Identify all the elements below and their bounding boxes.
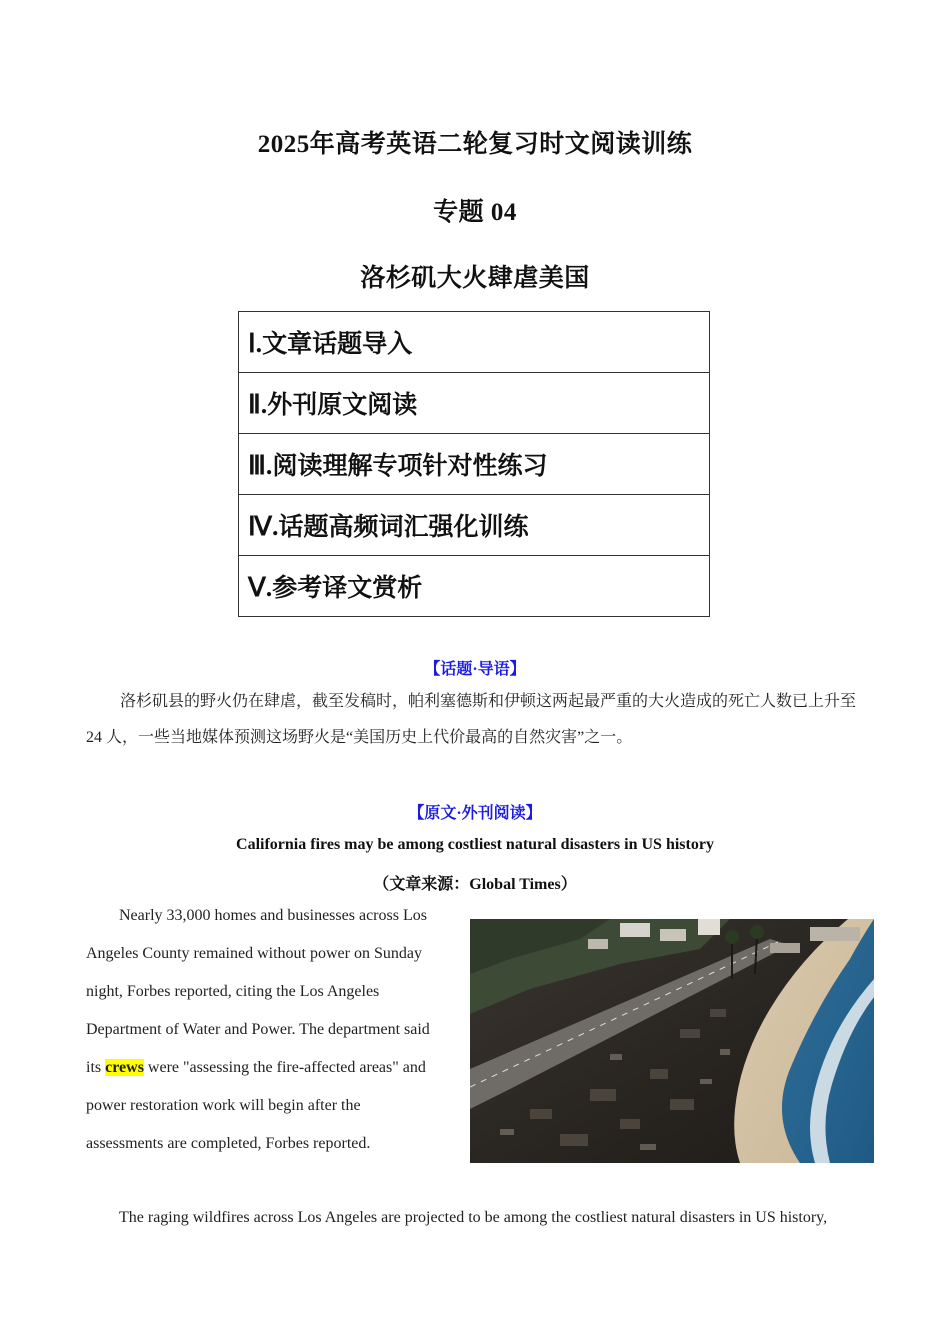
toc-row [239,434,710,495]
toc-row [239,556,710,617]
article-source: （文章来源：Global Times） [373,876,577,893]
toc-number: Ⅰ. [248,329,263,358]
article-section-label: 【原文·外刊阅读】 [408,805,542,822]
toc-label: 阅读理解专项针对性练习 [272,453,548,480]
toc-number: Ⅴ. [248,573,273,602]
toc-row [239,495,710,556]
article-paragraph-1 [86,897,432,1163]
intro-paragraph: 洛杉矶县的野火仍在肆虐，截至发稿时，帕利塞德斯和伊顿这两起最严重的大火造成的死亡人数已上升至 24 人，一些当地媒体预测这场野火是“美国历史上代价最高的自然灾害”之一。 [86,693,857,746]
table-of-contents [238,311,710,617]
document-title: 2025年高考英语二轮复习时文阅读训练 [257,131,693,158]
topic-number: 专题 04 [433,199,517,226]
toc-label: 文章话题导入 [262,331,413,358]
toc-number: Ⅲ. [248,451,273,480]
toc-label: 外刊原文阅读 [267,392,418,419]
article-paragraph-2: The raging wildfires across Los Angeles are projected to be among the costliest natural disasters in US history, [119,1209,828,1226]
toc-label: 参考译文赏析 [272,575,423,602]
toc-number: Ⅱ. [248,390,268,419]
paragraph-text: were "assessing the fire-affected areas" and power restoration work will begin after the assessments are completed, Forbes reported. [86,1059,426,1152]
toc-number: Ⅳ. [248,512,279,541]
intro-section-label: 【话题·导语】 [424,661,526,678]
toc-cell [239,495,710,556]
toc-cell [239,373,710,434]
toc-cell [239,312,710,373]
article-title: California fires may be among costliest natural disasters in US history [236,836,714,853]
photo-illustration [470,919,874,1163]
topic-title: 洛杉矶大火肆虐美国 [360,265,590,292]
toc-label: 话题高频词汇强化训练 [278,514,529,541]
toc-cell [239,434,710,495]
wildfire-aerial-photo [470,919,874,1163]
toc-cell [239,556,710,617]
toc-row [239,373,710,434]
highlighted-vocab-word: crews [105,1059,144,1076]
toc-row [239,312,710,373]
paragraph-text: Nearly 33,000 homes and businesses across Los Angeles County remained without power on Sunday night, Forbes reported, citing the Los Angeles Department of Water and Power. The department said its [86,907,430,1076]
